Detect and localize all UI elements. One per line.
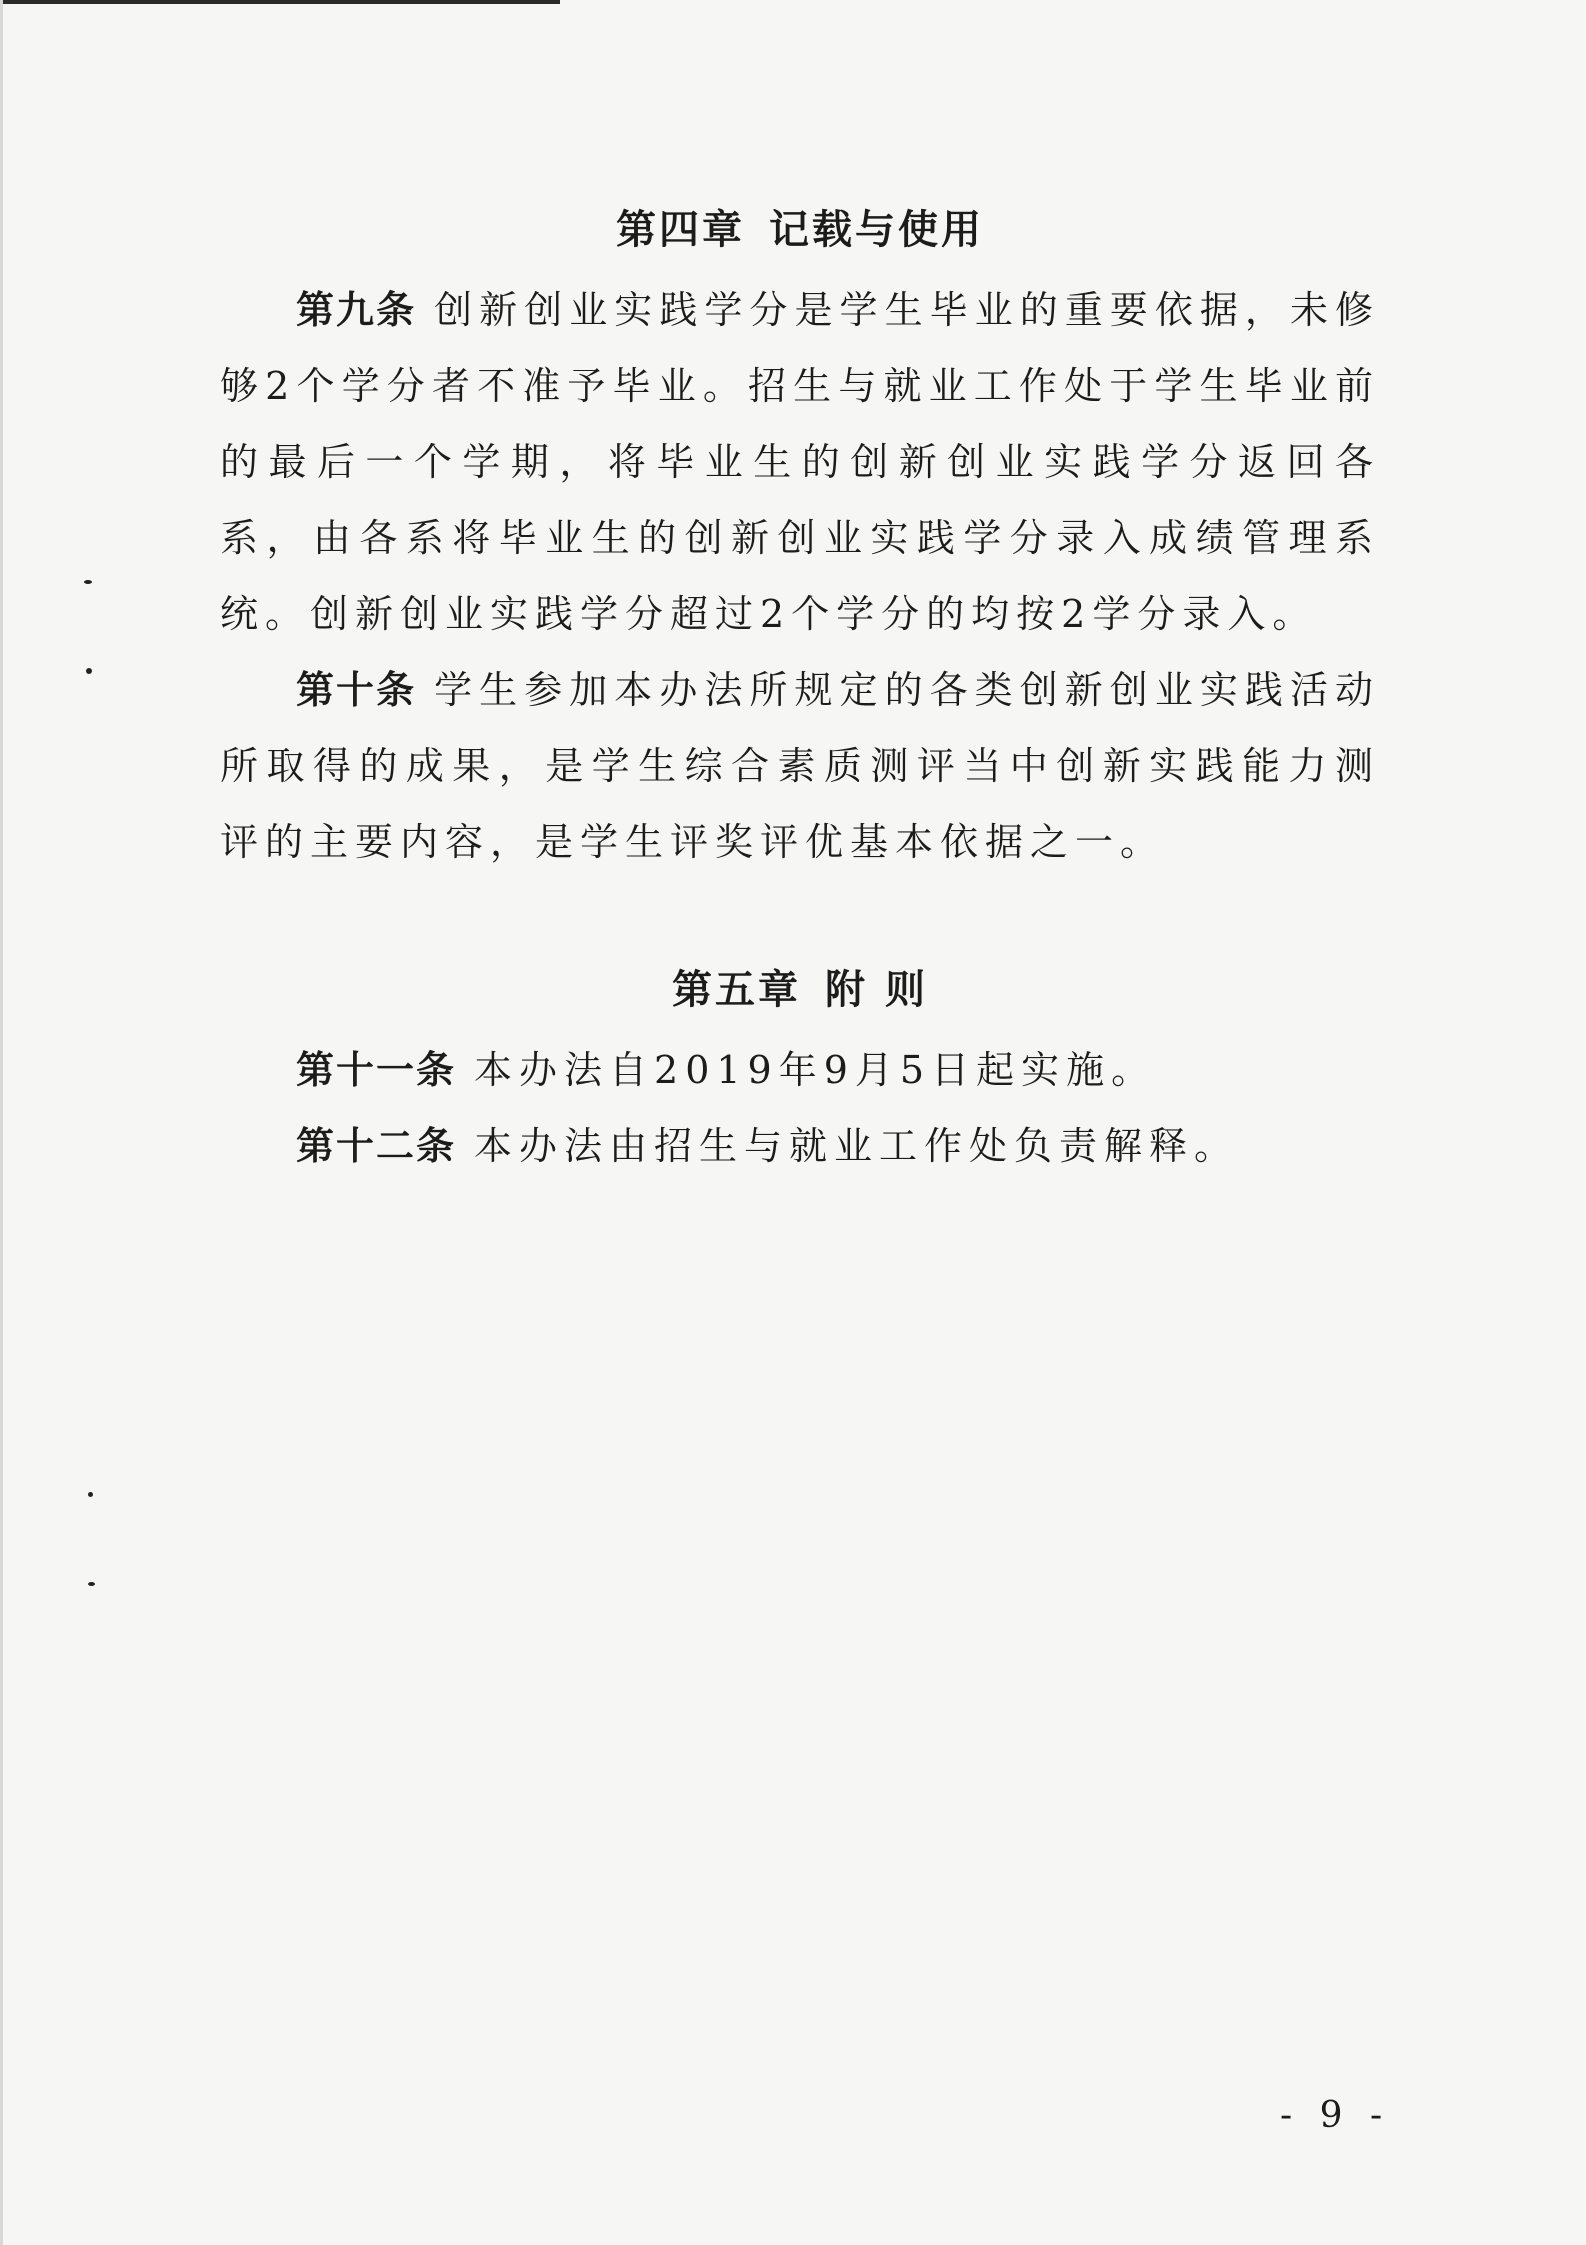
article-text: 创新创业实践学分是学生毕业的重要依据，未修够2个学分者不准予毕业。招生与就业工作处于学生毕业前的最后一个学期，将毕业生的创新创业实践学分返回各系，由各系将毕业生的创新创业实践学分录入成绩管理系统。创新创业实践学分超过2个学分的均按2学分录入。 bbox=[220, 288, 1380, 636]
page-number: - 9 - bbox=[1280, 2095, 1391, 2136]
scan-speck bbox=[86, 668, 92, 674]
chapter-title: 附 则 bbox=[825, 967, 928, 1013]
article-twelve bbox=[220, 1108, 1380, 1184]
article-label: 第十一条 bbox=[296, 1048, 457, 1092]
article-label: 第九条 bbox=[296, 288, 417, 332]
chapter-title: 记载与使用 bbox=[769, 207, 984, 253]
article-ten bbox=[220, 652, 1380, 880]
scan-speck bbox=[88, 1582, 95, 1586]
document-body bbox=[220, 200, 1380, 1184]
article-nine bbox=[220, 272, 1380, 652]
article-label: 第十二条 bbox=[296, 1124, 457, 1168]
scan-border-top bbox=[0, 0, 560, 4]
chapter-five-heading bbox=[220, 960, 1380, 1020]
article-label: 第十条 bbox=[296, 668, 417, 712]
scan-speck bbox=[88, 1492, 93, 1497]
chapter-number: 第五章 bbox=[672, 967, 802, 1013]
scan-border-left bbox=[0, 0, 3, 2245]
chapter-number: 第四章 bbox=[616, 207, 745, 253]
chapter-four-heading bbox=[220, 200, 1380, 260]
article-eleven bbox=[220, 1032, 1380, 1108]
scan-speck bbox=[84, 580, 92, 584]
article-text: 本办法由招生与就业工作处负责解释。 bbox=[474, 1124, 1240, 1168]
section-gap bbox=[220, 880, 1380, 960]
article-text: 本办法自2019年9月5日起实施。 bbox=[474, 1048, 1157, 1092]
article-text: 学生参加本办法所规定的各类创新创业实践活动所取得的成果，是学生综合素质测评当中创新实践能力测 评的主要内容，是学生评奖评优基本依据之一。 bbox=[220, 668, 1380, 864]
